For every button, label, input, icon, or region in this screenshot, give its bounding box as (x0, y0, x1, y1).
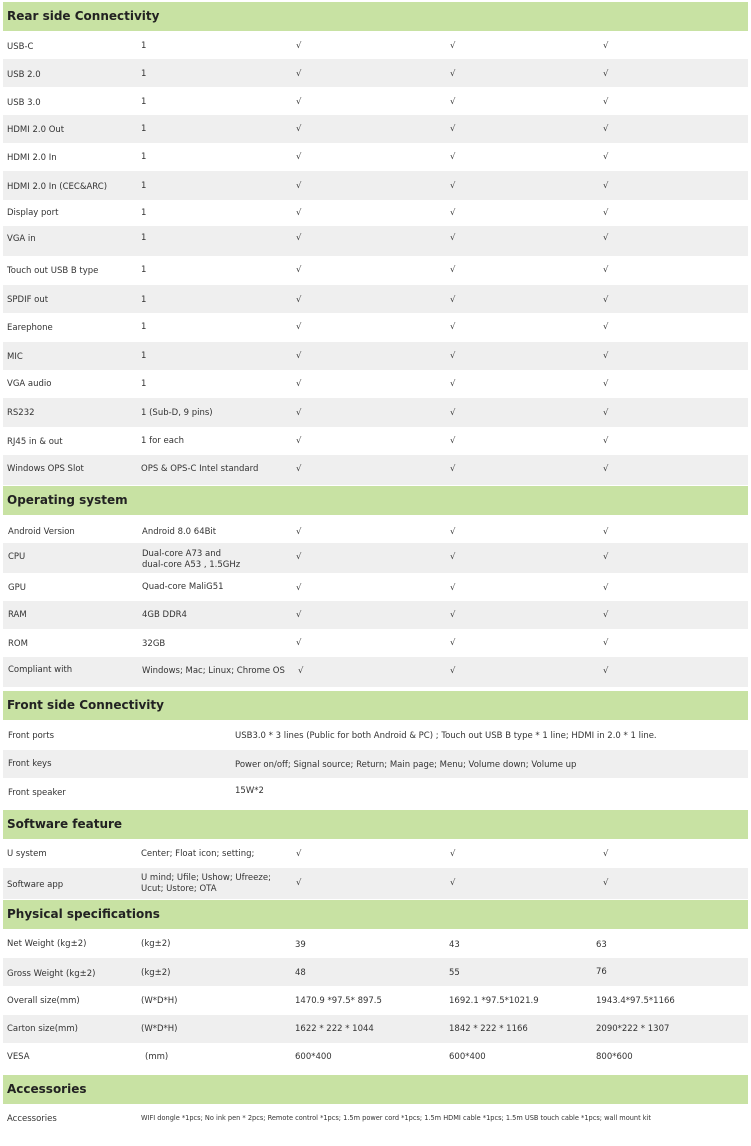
row-value: 1 (141, 69, 147, 79)
row-value: 1692.1 *97.5*1021.9 (449, 996, 539, 1006)
table-row (3, 171, 748, 200)
check-mark: √ (450, 527, 456, 537)
row-value: 1 (141, 152, 147, 162)
check-mark: √ (603, 265, 609, 275)
check-mark: √ (603, 583, 609, 593)
row-value: Windows; Mac; Linux; Chrome OS (142, 666, 285, 676)
check-mark: √ (296, 610, 302, 620)
row-label: Display port (7, 208, 59, 218)
row-value: 39 (295, 940, 306, 950)
row-label: Compliant with (8, 665, 73, 675)
check-mark: √ (296, 878, 302, 888)
table-row (3, 657, 748, 687)
check-mark: √ (603, 181, 609, 191)
section-header-front: Front side Connectivity (3, 691, 748, 720)
check-mark: √ (296, 233, 302, 243)
row-value: 1943.4*97.5*1166 (596, 996, 675, 1006)
check-mark: √ (450, 208, 456, 218)
check-mark: √ (296, 583, 302, 593)
row-value: WIFI dongle *1pcs; No ink pen * 2pcs; Remote control *1pcs; 1.5m power cord *1pcs; 1.5m HDMI cable *1pcs; 1.5m USB touch cable *1pcs; wall mount kit (141, 1114, 652, 1122)
row-label: VGA in (7, 234, 36, 244)
row-value-line2: dual-core A53 , 1.5GHz (142, 560, 241, 570)
check-mark: √ (603, 849, 609, 859)
row-value: 1 (141, 124, 147, 134)
table-row (3, 868, 748, 899)
check-mark: √ (603, 233, 609, 243)
table-row (3, 256, 748, 285)
row-label: Net Weight (kg±2) (7, 939, 87, 949)
row-label: SPDIF out (7, 295, 49, 305)
row-value: 1 for each (141, 436, 184, 446)
row-label: CPU (8, 552, 26, 562)
check-mark: √ (296, 295, 302, 305)
check-mark: √ (450, 69, 456, 79)
row-label: Accessories (7, 1114, 57, 1124)
check-mark: √ (296, 322, 302, 332)
table-row (3, 313, 748, 342)
row-label: HDMI 2.0 In (CEC&ARC) (7, 182, 108, 192)
row-value: 63 (596, 940, 607, 950)
check-mark: √ (450, 436, 456, 446)
row-value: 1842 * 222 * 1166 (449, 1024, 528, 1034)
table-row (3, 455, 748, 485)
row-label: Carton size(mm) (7, 1024, 78, 1034)
table-row (3, 1015, 748, 1043)
check-mark: √ (450, 124, 456, 134)
check-mark: √ (450, 97, 456, 107)
row-value: 1 (141, 181, 147, 191)
table-row (3, 87, 748, 115)
check-mark: √ (450, 552, 456, 562)
check-mark: √ (450, 666, 456, 676)
check-mark: √ (450, 610, 456, 620)
check-mark: √ (603, 69, 609, 79)
row-value: 1 (141, 265, 147, 275)
check-mark: √ (296, 124, 302, 134)
check-mark: √ (603, 322, 609, 332)
row-label: Software app (7, 880, 64, 890)
check-mark: √ (603, 208, 609, 218)
row-label: VESA (7, 1052, 30, 1062)
row-value: 600*400 (295, 1052, 332, 1062)
row-unit: (kg±2) (141, 939, 171, 949)
check-mark: √ (296, 351, 302, 361)
row-value: 1 (141, 295, 147, 305)
table-row (3, 427, 748, 455)
table-row (3, 342, 748, 370)
row-label: USB 2.0 (7, 70, 41, 80)
check-mark: √ (603, 436, 609, 446)
row-value: 1 (Sub-D, 9 pins) (141, 408, 213, 418)
row-value: 600*400 (449, 1052, 486, 1062)
row-unit: (W*D*H) (141, 996, 178, 1006)
check-mark: √ (450, 638, 456, 648)
check-mark: √ (296, 408, 302, 418)
row-unit: (kg±2) (141, 968, 171, 978)
row-label: HDMI 2.0 Out (7, 125, 65, 135)
row-value: 1 (141, 379, 147, 389)
table-row (3, 543, 748, 573)
row-label: MIC (7, 352, 23, 362)
check-mark: √ (296, 41, 302, 51)
check-mark: √ (603, 408, 609, 418)
row-value: Dual-core A73 and (142, 549, 222, 559)
check-mark: √ (296, 69, 302, 79)
table-row (3, 226, 748, 256)
row-value: 4GB DDR4 (142, 610, 187, 620)
row-value: USB3.0 * 3 lines (Public for both Android & PC) ; Touch out USB B type * 1 line; HDMI in 2.0 * 1 line. (235, 731, 657, 741)
table-row (3, 750, 748, 778)
check-mark: √ (450, 265, 456, 275)
row-label: ROM (8, 639, 28, 649)
row-value: 1 (141, 351, 147, 361)
row-label: HDMI 2.0 In (7, 153, 57, 163)
row-label: Earephone (7, 323, 53, 333)
row-value: 1470.9 *97.5* 897.5 (295, 996, 382, 1006)
check-mark: √ (296, 552, 302, 562)
table-row (3, 32, 748, 59)
check-mark: √ (296, 436, 302, 446)
check-mark: √ (450, 295, 456, 305)
check-mark: √ (450, 152, 456, 162)
row-label: RAM (8, 610, 27, 620)
check-mark: √ (603, 295, 609, 305)
table-row (3, 398, 748, 427)
check-mark: √ (450, 408, 456, 418)
section-header-os: Operating system (3, 486, 748, 515)
table-row (3, 143, 748, 171)
section-header-accessories: Accessories (3, 1075, 748, 1104)
check-mark: √ (450, 878, 456, 888)
row-label: Touch out USB B type (7, 266, 99, 276)
row-unit: (mm) (145, 1052, 169, 1062)
table-row (3, 778, 748, 807)
row-value-line2: Ucut; Ustore; OTA (141, 884, 217, 894)
check-mark: √ (450, 464, 456, 474)
section-header-software: Software feature (3, 810, 748, 839)
row-label: VGA audio (7, 379, 52, 389)
check-mark: √ (450, 233, 456, 243)
table-row (3, 285, 748, 313)
check-mark: √ (603, 666, 609, 676)
table-row (3, 986, 748, 1015)
row-value: 2090*222 * 1307 (596, 1024, 670, 1034)
check-mark: √ (603, 379, 609, 389)
row-value: 1 (141, 233, 147, 243)
check-mark: √ (296, 208, 302, 218)
row-value: 1622 * 222 * 1044 (295, 1024, 374, 1034)
row-value: Center; Float icon; setting; (141, 849, 255, 859)
row-value: 1 (141, 322, 147, 332)
row-value: OPS & OPS-C Intel standard (141, 464, 259, 474)
row-value: 1 (141, 208, 147, 218)
row-value: Quad-core MaliG51 (142, 582, 224, 592)
row-label: Android Version (8, 527, 75, 537)
check-mark: √ (603, 464, 609, 474)
row-value: 48 (295, 968, 306, 978)
check-mark: √ (450, 41, 456, 51)
row-value: 55 (449, 968, 460, 978)
row-unit: (W*D*H) (141, 1024, 178, 1034)
check-mark: √ (603, 638, 609, 648)
row-value: Android 8.0 64Bit (142, 527, 217, 537)
row-label: USB-C (7, 42, 34, 52)
row-label: USB 3.0 (7, 98, 41, 108)
check-mark: √ (296, 527, 302, 537)
row-label: U system (7, 849, 47, 859)
row-label: RS232 (7, 408, 35, 418)
table-row (3, 200, 748, 226)
table-row (3, 958, 748, 986)
row-value: 800*600 (596, 1052, 633, 1062)
row-label: Windows OPS Slot (7, 464, 84, 474)
table-row (3, 601, 748, 629)
row-label: Front speaker (8, 788, 66, 798)
section-header-rear: Rear side Connectivity (3, 2, 748, 31)
row-value: Power on/off; Signal source; Return; Main page; Menu; Volume down; Volume up (235, 760, 577, 770)
table-row (3, 930, 748, 958)
check-mark: √ (603, 351, 609, 361)
row-label: Overall size(mm) (7, 996, 80, 1006)
check-mark: √ (296, 849, 302, 859)
table-row (3, 840, 748, 868)
check-mark: √ (603, 552, 609, 562)
row-value: 76 (596, 967, 607, 977)
check-mark: √ (296, 638, 302, 648)
check-mark: √ (296, 464, 302, 474)
check-mark: √ (603, 41, 609, 51)
check-mark: √ (450, 583, 456, 593)
check-mark: √ (296, 379, 302, 389)
check-mark: √ (450, 379, 456, 389)
row-label: Gross Weight (kg±2) (7, 969, 96, 979)
row-value: 15W*2 (235, 786, 264, 796)
check-mark: √ (603, 97, 609, 107)
row-value: 1 (141, 97, 147, 107)
check-mark: √ (450, 351, 456, 361)
check-mark: √ (296, 97, 302, 107)
table-row (3, 1043, 748, 1073)
check-mark: √ (296, 181, 302, 191)
table-row (3, 370, 748, 398)
row-value: 32GB (142, 639, 166, 649)
check-mark: √ (603, 152, 609, 162)
table-row (3, 516, 748, 543)
check-mark: √ (603, 527, 609, 537)
table-row (3, 115, 748, 143)
table-row (3, 629, 748, 657)
check-mark: √ (296, 152, 302, 162)
table-row (3, 1106, 748, 1136)
check-mark: √ (603, 610, 609, 620)
row-label: RJ45 in & out (7, 437, 63, 447)
row-label: GPU (8, 583, 26, 593)
row-value: 1 (141, 41, 147, 51)
check-mark: √ (603, 878, 609, 888)
check-mark: √ (296, 265, 302, 275)
table-row (3, 721, 748, 750)
table-row (3, 59, 748, 87)
row-label: Front ports (8, 731, 55, 741)
check-mark: √ (298, 666, 304, 676)
section-header-physical: Physical specifications (3, 900, 748, 929)
row-label: Front keys (8, 759, 52, 769)
row-value: 43 (449, 940, 460, 950)
check-mark: √ (603, 124, 609, 134)
check-mark: √ (450, 322, 456, 332)
row-value: U mind; Ufile; Ushow; Ufreeze; (141, 873, 271, 883)
check-mark: √ (450, 849, 456, 859)
table-row (3, 573, 748, 601)
check-mark: √ (450, 181, 456, 191)
